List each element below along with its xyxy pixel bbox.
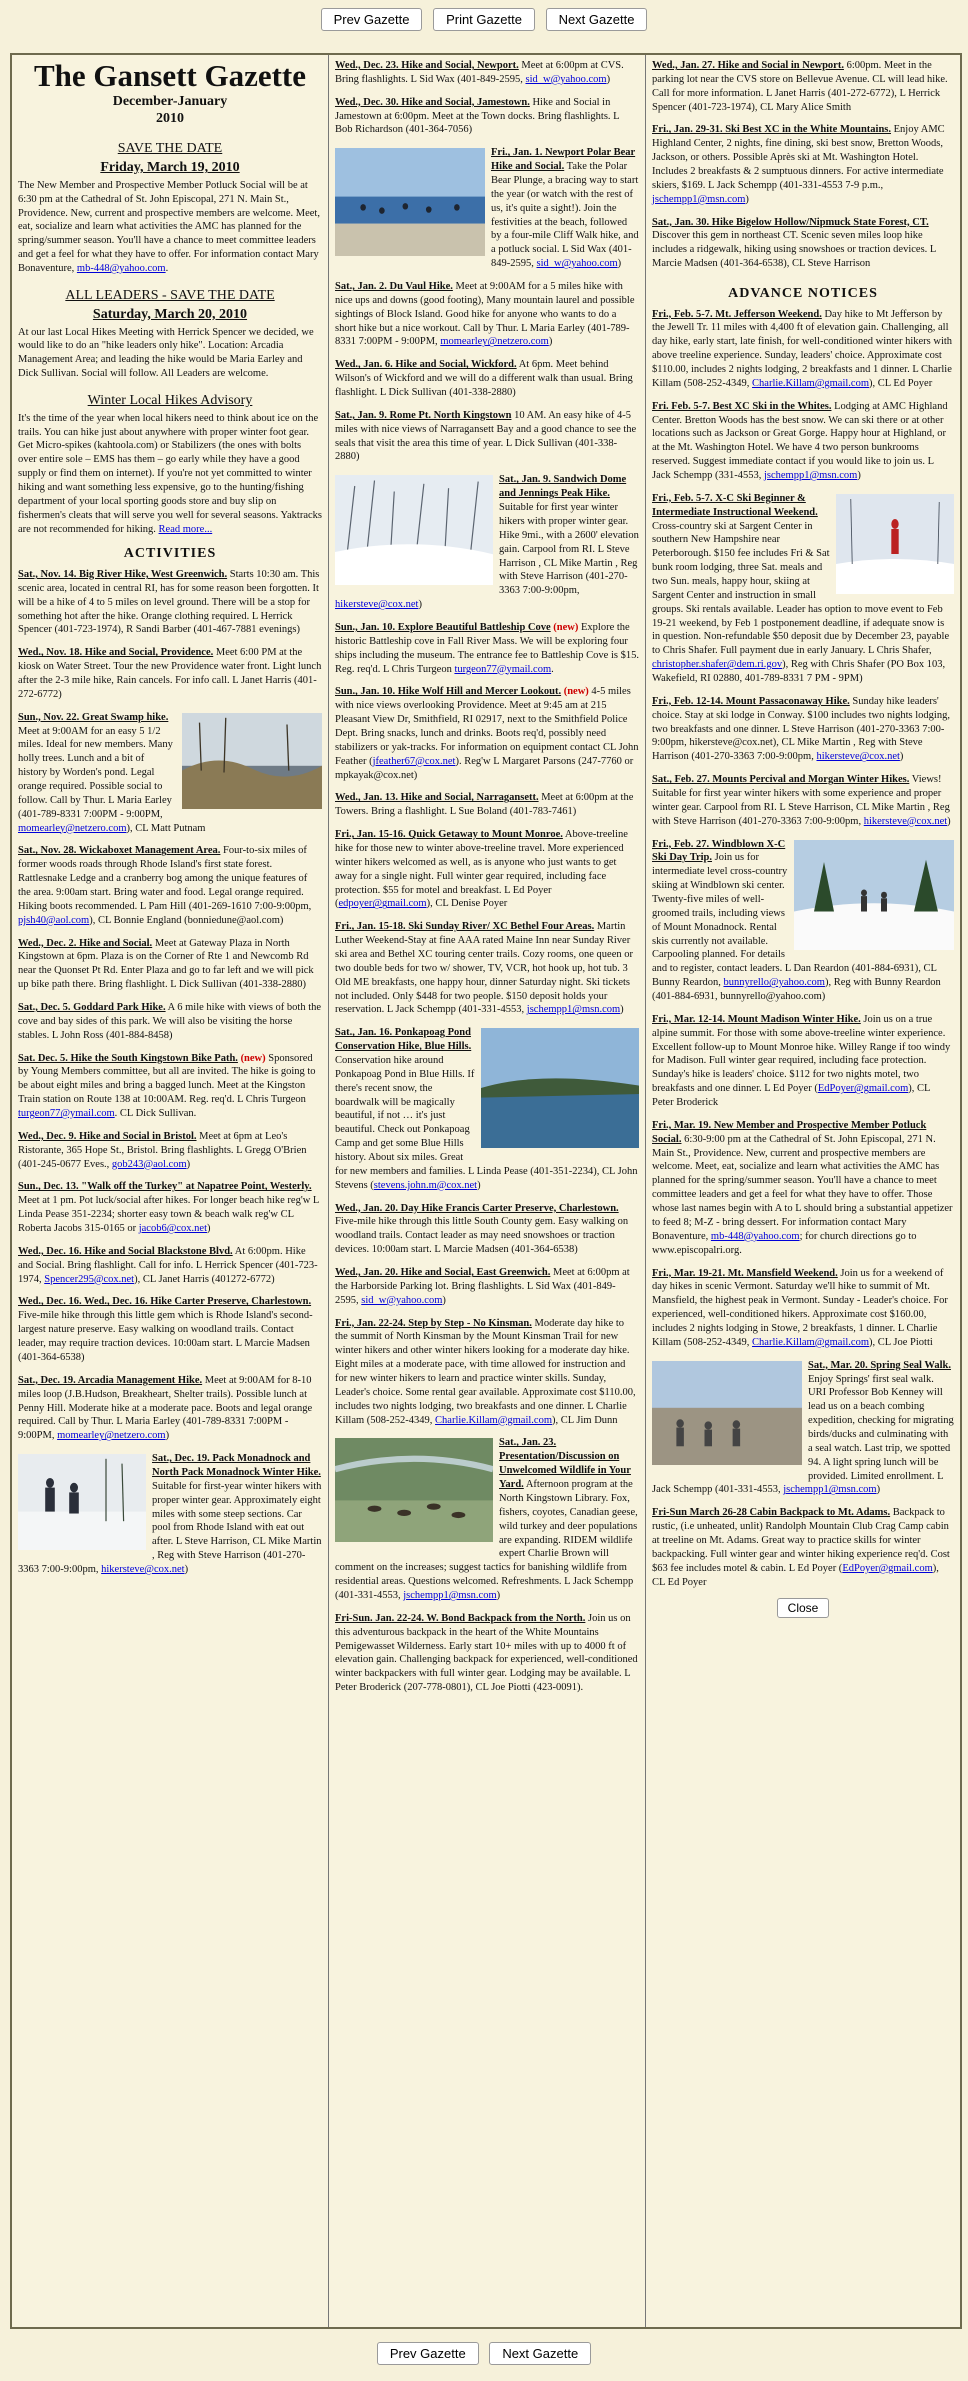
event-item [18, 1180, 322, 1235]
email-link[interactable]: momearley@netzero.com [440, 336, 549, 348]
event-heading: Sat., Dec. 19. Pack Monadnock and North Pack Monadnock Winter Hike. [152, 1453, 321, 1478]
event-item [652, 1119, 954, 1258]
event-heading: Fri., Jan. 15-18. Ski Sunday River/ XC Bethel Four Areas. [335, 921, 595, 933]
event-text-tail: ) [876, 1484, 881, 1496]
event-text-tail: ) [496, 1589, 501, 1601]
event-item [652, 1267, 954, 1350]
event-text: Meet at Gateway Plaza in North Kingstown at 6pm. Plaza is on the Corner of Rte 1 and Newcomb Rd near the Quonset Pt Rd. Enter Plaza and go to far left and we will pick up bike path there. Bring flashlight. L Dick Sullivan (401-338-2880) [18, 937, 314, 991]
event-item [335, 59, 639, 87]
email-link[interactable]: bunnyrello@yahoo.com [723, 977, 825, 989]
event-item [652, 216, 954, 271]
email-link[interactable]: edpoyer@gmail.com [338, 898, 427, 910]
email-link[interactable]: hikersteve@cox.net [863, 815, 948, 827]
event-text: Take the Polar Bear Plunge, a bracing way to start the year (or watch with the rest of us, it's quite a sight!). Join the festivities at the beach, followed by a four-mile Cliff Walk hike, and a potluck social. L Sid Wax (401-849-2595, [491, 161, 639, 270]
email-link[interactable]: mb-448@yahoo.com [76, 263, 166, 275]
event-photo [18, 1454, 146, 1555]
event-item [18, 937, 322, 992]
event-photo [335, 148, 485, 261]
event-text: Enjoy Springs' first seal walk. URI Professor Bob Kenney will lead us on a beach combing expedition, checking for migrating birds/ducks and culminating with a seal watch. Last trip, we spotted 94. A light spring lunch will be provided. Limited enrollment. L Jack Schempp (401-331-4553, [652, 1373, 954, 1496]
event-heading: Fri., Feb. 5-7. Mt. Jefferson Weekend. [652, 308, 822, 320]
event-heading: Fri., Jan. 29-31. Ski Best XC in the White Mountains. [652, 124, 891, 136]
event-item [335, 828, 639, 911]
event-text-tail: ), CL Matt Putnam [126, 822, 206, 834]
event-text-tail: ) [548, 336, 553, 348]
winter-advisory-heading: Winter Local Hikes Advisory [87, 392, 253, 408]
event-heading: Fri., Mar. 19. New Member and Prospective Member Potluck Social. [652, 1119, 927, 1145]
event-text-tail: ), Reg with Chris Shafer (PO Box 103, Wakefield, RI 02880, 401-789-8331 7 PM - 9PM) [652, 659, 946, 684]
event-heading: Fri., Feb. 27. Windblown X-C Ski Day Trip. [652, 838, 786, 864]
event-text: Moderate day hike to the summit of North Kinsman by the Mount Kinsman Trail for new winter hikers and other winter hikers looking for a moderate day hike. Eight miles at a moderate pace, with time allowed for instruction and for new winter hikers to learn and practice winter skills. Sunday, Leader's choice. Some rental gear available. Approximate cost $110.00, includes two nights lodging, two breakfasts and one dinner. L Charlie Killam (508-252-4349, [335, 1317, 636, 1426]
event-text: 6:30-9:00 pm at the Cathedral of St. John Episcopal, 271 N. Main St., Providence. New, current and prospective members are welcome. Meet, eat, socialize and learn what activities the AMC has planned for the spring/summer season. You'll have a chance to meet committee leaders and get a feel for what they have to offer. Those whose last names begin with A to L should bring a substantial appetizer to feed 8; M-Z - bring dessert. For information contact Mary Bonaventure, [652, 1133, 953, 1242]
event-heading: Sat., Nov. 14. Big River Hike, West Greenwich. [18, 568, 228, 580]
event-text-tail: ), CL Joe Piotti [869, 1336, 933, 1348]
email-link[interactable]: sid_w@yahoo.com [525, 73, 607, 85]
event-item [335, 409, 639, 464]
event-text: Meet at 6:00pm at CVS. Bring flashlights. L Sid Wax (401-849-2595, [335, 60, 624, 85]
event-photo [335, 475, 493, 590]
event-heading: Fri-Sun March 26-28 Cabin Backpack to Mt. Adams. [652, 1507, 891, 1519]
event-heading: Sat., Jan. 9. Sandwich Dome and Jennings Peak Hike. [499, 474, 627, 500]
event-text-tail: ) [418, 599, 422, 611]
next-gazette-button-bottom[interactable]: Next Gazette [489, 2342, 591, 2365]
event-item [335, 96, 639, 138]
event-text-tail: ) [857, 469, 861, 481]
activities-heading: ACTIVITIES [123, 546, 217, 562]
event-heading: Sat., Jan. 23. Presentation/Discussion on Unwelcomed Wildlife in Your Yard. [499, 1437, 631, 1491]
event-text: At 6:00pm. Hike and Social. Bring flashlight. Call for info. L Herrick Spencer (401-723-1974, [18, 1245, 318, 1285]
event-text-tail: ) [165, 1430, 170, 1442]
email-link[interactable]: hikersteve@cox.net [816, 751, 900, 763]
event-photo [836, 494, 954, 599]
event-heading: Wed., Jan. 20. Day Hike Francis Carter Preserve, Charlestown. [335, 1202, 619, 1214]
activities-list-end [652, 59, 954, 271]
event-text: Above-treeline hike for those new to winter above-treeline travel. More experienced winter hikers welcomed as well, as is anyone who just wants to get away for a single night. Full winter gear required, including face protection. $55 for motel and breakfast. L Ed Poyer ( [335, 829, 628, 910]
email-link[interactable]: christopher.shafer@dem.ri.gov [652, 659, 783, 671]
prev-gazette-button-bottom[interactable]: Prev Gazette [377, 2342, 479, 2365]
top-navigation [0, 8, 968, 31]
event-text: Backpack to rustic, (i.e unheated, unlit) Randolph Mountain Club Crag Camp cabin at treeline on Mt. Adams. Great way to practice skills for winter backpacking. Full winter gear and winter hiking experience req'd. Cost $63 fee includes motel & cabin. L Ed Poyer ( [652, 1507, 950, 1574]
newsletter-frame [10, 53, 962, 2329]
next-gazette-button[interactable]: Next Gazette [546, 8, 648, 31]
event-heading: Sat., Jan. 2. Du Vaul Hike. [335, 281, 453, 293]
event-text: Meet at 9:00AM for 8-10 miles loop (J.B.Hudson, Breakheart, Shelter trails). Possible lunch at Penny Hill. Moderate hike at a moderate pace. Boots and legal orange required. Call by Thur. L Maria Earley (401-789-8331 7:00PM - 9:00PM, [18, 1374, 313, 1442]
event-text: Join us on this adventurous backpack in the heart of the White Mountains Pemigewasset Wilderness. Early start 10+ miles with up to 4000 ft of elevation gain. Challenging backpack for experienced, well-conditioned winter backpackers with full winter gear. Lodging may be available. L Peter Broderick (207-778-0801), CL Joe Piotti (423-0091). [335, 1612, 638, 1694]
email-link[interactable]: jschempp1@msn.com [763, 469, 858, 481]
issue-months: December-January [112, 93, 228, 109]
event-text: 6:00pm. Meet in the parking lot near the CVS store on Bellevue Avenue. CL will lead hike. Call for more information. L Janet Harris (401-272-6772), L Herrick Spencer (401-723-1974), CL Mary Alice Smith [652, 60, 948, 113]
event-heading: Fri-Sun. Jan. 22-24. W. Bond Backpack from the North. [335, 1612, 586, 1624]
event-text: Discover this gem in northeast CT. Scenic seven miles loop hike includes a ridgewalk, hiking using snowshoes or traction devices. L Marcie Madsen (401-364-6538), CL Steve Harrison [652, 230, 936, 270]
event-item [18, 1245, 322, 1287]
event-text: Lodging at AMC Highland Center. Bretton Woods has the best snow. We can ski there or at other locations such as Jackson or Great Gorge. Happy hour at Highland, or at the Mt. Washington Hotel. We have 4 two person bunkrooms reserved. Suggest immediate contact if you would like to join us. L Jack Schempp (331-4553, [652, 400, 948, 481]
email-link[interactable]: mb-448@yahoo.com [710, 1230, 800, 1242]
event-item [335, 920, 639, 1017]
event-item [18, 1374, 322, 1443]
all-leaders-subheading: Saturday, March 20, 2010 [92, 306, 248, 322]
event-item [18, 1452, 322, 1577]
event-heading: Sat., Dec. 19. Arcadia Management Hike. [18, 1374, 203, 1386]
event-text: Meet at 9:00AM for a 5 miles hike with nice ups and downs (good footing), Many mountain laurel and possible sightings of Block Island. Good hike for anyone who wants to do a short hike but a nice workout. Call by Thur. L Maria Earley (401-789-8331 7:00PM - 9:00PM, [335, 281, 635, 348]
event-heading: Fri., Feb. 5-7. X-C Ski Beginner & Intermediate Instructional Weekend. [652, 492, 818, 518]
save-date-text: The New Member and Prospective Member Potluck Social will be at 6:30 pm at the Cathedral of St. John Episcopal, 271 N. Main St., Providence. New, current and prospective members are welcome. Meet, eat, socialize and learn what activities the AMC has planned for the spring/summer season. You'll have a chance to meet committee leaders and get a feel for what they have to offer. For information contact Mary Bonaventure, mb-448@yahoo.com. [18, 179, 320, 275]
event-item [652, 1506, 954, 1589]
close-button[interactable]: Close [777, 1598, 830, 1618]
event-item [18, 568, 322, 637]
event-heading: Wed., Jan. 6. Hike and Social, Wickford. [335, 359, 517, 371]
event-text: Explore the historic Battleship cove in Fall River Mass. We will be exploring four ships including the museum. The entrance fee to Battleship Cove is $15. Reg. req'd. L Chris Turgeon [335, 621, 639, 675]
event-text-tail: ) [442, 1294, 446, 1306]
print-gazette-button[interactable]: Print Gazette [433, 8, 535, 31]
event-heading: Wed., Dec. 23. Hike and Social, Newport. [335, 60, 519, 71]
event-item [335, 621, 639, 676]
event-heading: Wed., Dec. 9. Hike and Social in Bristol. [18, 1130, 197, 1142]
winter-advisory-text: It's the time of the year when local hikers need to think about ice on the trails. You can hike just about anywhere with proper winter foot gear. Get Micro-spikes (kahtoola.com) or Stabilizers (the ones with bolts over entire sole – EMS has them – go early while they have a good supply or find them on internet). If you're not yet committed to winter hiking and want something less expensive, go to the hunting/fishing department of your local sporting goods store and buy slip on fishermen's cleats that will serve you well for several seasons. Yaktracks are not recommended for hiking. Read more... [18, 412, 322, 535]
email-link[interactable]: jschempp1@msn.com [526, 1004, 621, 1016]
event-item [335, 358, 639, 400]
event-text: Suitable for first year winter hikers with proper winter gear. Hike 9mi., with a 2600' elevation gain. Carpool from RI. L Steve Harrison , CL Mike Martin , Reg with Steve Harrison (401-270-3363 7:00-9:00pm, [499, 502, 639, 597]
event-item [335, 1026, 639, 1192]
event-text: A 6 mile hike with views of both the cove and bay sides of this park. We will also be visiting the horse stables. L John Ross (401-884-8458) [18, 1002, 322, 1041]
event-text-tail: ; for church directions go to www.episcopalri.org. [652, 1230, 917, 1256]
email-link[interactable]: hikersteve@cox.net [335, 599, 419, 611]
event-heading: Sat., Mar. 20. Spring Seal Walk. [808, 1359, 951, 1371]
column-middle [329, 55, 646, 2327]
event-heading: Sat., Jan. 9. Rome Pt. North Kingstown [335, 409, 512, 421]
event-photo [182, 713, 322, 814]
event-item [652, 1013, 954, 1110]
event-item [18, 1295, 322, 1364]
event-photo [652, 1361, 802, 1470]
event-item [18, 711, 322, 836]
event-item [335, 280, 639, 349]
event-text-tail: ), CL Janet Harris (401272-6772) [134, 1273, 275, 1285]
event-heading: Wed., Jan. 13. Hike and Social, Narragansett. [335, 792, 539, 804]
event-text-tail: ), CL Ed Poyer [652, 1562, 939, 1588]
email-link[interactable]: turgeon77@ymail.com [454, 663, 552, 675]
event-text-tail: ) [947, 815, 951, 827]
email-link[interactable]: Charlie.Killam@gmail.com [752, 377, 870, 389]
event-text: Join us for intermediate level cross-country skiing at Windblown ski center. Twenty-five miles of well-groomed trails, including views of Mount Monadnock. Rental skis currently not available. Carpooling planned. For details and to register, contact leaders. L Dan Reardon (401-884-6931), CL Bunny Reardon, [652, 852, 937, 989]
event-item [18, 1052, 322, 1121]
event-heading: Wed., Dec. 16. Hike and Social Blackstone Blvd. [18, 1245, 233, 1257]
event-heading: Sun., Jan. 10. Explore Beautiful Battleship Cove [335, 621, 551, 633]
event-heading: Sat., Feb. 27. Mounts Percival and Morgan Winter Hikes. [652, 774, 910, 786]
event-text-tail: ), CL Peter Broderick [652, 1083, 931, 1109]
email-link[interactable]: sid_w@yahoo.com [536, 258, 618, 270]
email-link[interactable]: EdPoyer@gmail.com [817, 1083, 909, 1095]
read-more-link[interactable]: Read more... [158, 523, 213, 535]
email-link[interactable]: momearley@netzero.com [18, 822, 127, 834]
event-heading: Sat., Nov. 28. Wickaboxet Management Area. [18, 845, 221, 857]
event-item [335, 473, 639, 612]
event-text-tail: ) [186, 1158, 191, 1170]
event-text: At 6pm. Meet behind Wilson's of Wickford and we will do a different walk than usual. Bring flashlight. L Dick Sullivan (401-338-2880) [335, 359, 633, 399]
event-item [335, 1317, 639, 1428]
event-item [18, 646, 322, 701]
all-leaders-heading: ALL LEADERS - SAVE THE DATE [65, 287, 275, 303]
event-heading: Wed., Dec. 2. Hike and Social. [18, 937, 153, 949]
event-heading: Sun., Nov. 22. Great Swamp hike. [18, 711, 169, 723]
event-heading: Fri., Mar. 19-21. Mt. Mansfield Weekend. [652, 1267, 838, 1279]
event-text-tail: ). Reg'w L Margaret Parsons (247-7760 or mpkayak@cox.net) [335, 755, 634, 781]
event-heading: Wed., Dec. 16. Wed., Dec. 16. Hike Carter Preserve, Charlestown. [18, 1296, 312, 1308]
email-link[interactable]: jschempp1@msn.com [652, 193, 746, 205]
event-item [335, 146, 639, 271]
event-photo [794, 840, 954, 955]
event-text-tail: ) [606, 73, 611, 85]
event-text: Meet at 6:00pm at the Towers. Bring a flashlight. L Sue Boland (401-783-7461) [335, 792, 634, 818]
event-text-tail: ) [207, 1223, 211, 1235]
event-heading: Wed., Nov. 18. Hike and Social, Providence. [18, 647, 214, 659]
email-link[interactable]: jschempp1@msn.com [783, 1484, 877, 1496]
event-item [652, 492, 954, 686]
event-heading: Fri., Mar. 12-14. Mount Madison Winter Hike. [652, 1013, 861, 1025]
email-link[interactable]: turgeon77@ymail.com [18, 1108, 115, 1120]
event-text: Meet 6:00 PM at the kiosk on Water Street. Tour the new Providence water front. Light lunch after the 2-3 mile hike, Rain cancels. For info call. L Janet Harris (401-272-6772) [18, 647, 322, 700]
event-text-tail: ), CL Ed Poyer [869, 377, 933, 389]
event-item [335, 685, 639, 782]
event-heading: Sat., Jan. 16. Ponkapoag Pond Conservation Hike, Blue Hills. [335, 1027, 472, 1053]
event-text-tail: ) [477, 1179, 481, 1191]
event-heading: Wed., Jan. 20. Hike and Social, East Greenwich. [335, 1267, 551, 1279]
activities-list-continued [335, 59, 639, 1695]
activities-list [18, 568, 322, 1577]
email-link[interactable]: Charlie.Killam@gmail.com [752, 1336, 870, 1348]
event-text: Cross-country ski at Sargent Center in southern New Hampshire near Peterborough. $150 fee includes Fri & Sat bunk room lodging, three Sat. meals and two Sun. meals, happy hour, skiing at Sargent Center and instruction in small groups. Ski rentals available. Leader has option to move event to Feb 19-21 weekend, by Feb 1 postponement deadline, if adequate snow is in question. Non-refundable $50 deposit due by December 23, payable to Chris Shafer. Full payment due in early January. L Chris Shafer, [652, 520, 950, 657]
event-text: Meet at 1 pm. Pot luck/social after hikes. For longer beach hike reg'w L Linda Pease 351-2234; shorter easy town & beach walk reg'w CL Roberta Jacobs 315-0165 or [18, 1195, 319, 1235]
new-badge: (new) [550, 621, 579, 633]
event-item [652, 308, 954, 391]
event-text: Enjoy AMC Highland Center, 2 nights, fine dining, ski best snow, Bretton Woods, Jackson, or others. Possible Après ski at Mt. Washington Hotel. Includes 2 breakfasts & 2 sumptuous dinners. For active intermediate skiers, $169. L Jack Schempp (401-331-4553 7-9 p.m., [652, 124, 945, 191]
event-text: Afternoon program at the North Kingstown Library. Fox, fishers, coyotes, Canadian geese, wild turkey and deer populations are expanding. RIDEM wildlife expert Charlie Brown will comment on the increases; suggest tactics for banishing wildlife from residential areas. Questions welcomed. Refreshments. L Jack Schempp (401-331-4553, [335, 1479, 638, 1601]
event-item [18, 844, 322, 927]
event-item [652, 400, 954, 483]
event-photo [481, 1028, 639, 1153]
prev-gazette-button[interactable]: Prev Gazette [321, 8, 423, 31]
event-text: Day hike to Mt Jefferson by the Jewell Tr. 11 miles with 4,400 ft of elevation gain. Challenging, all day hike, early start, late finish, for well-conditioned winter hikers with above treeline experience. Sunday, leaders' choice. Approximate cost $110.00, includes 2 nights lodging, 2 breakfasts and 1 dinner. L Charlie Killam (508-252-4349, [652, 308, 953, 389]
event-heading: Sat. Dec. 5. Hike the South Kingstown Bike Path. [18, 1052, 238, 1064]
event-item [335, 1266, 639, 1308]
event-item [652, 773, 954, 828]
save-date-subheading: Friday, March 19, 2010 [100, 160, 240, 176]
event-text: Sponsored by Young Members committee, but all are invited. The hike is going to be about eight miles and bring a bagged lunch. Meet at the Kingston Train station on Route 138 at 10:00AM. Reg. req'd. L Chris Turgeon [18, 1052, 316, 1106]
newsletter-title: The Gansett Gazette [33, 58, 307, 93]
event-text: Views! Suitable for first year winter hikers with some experience and proper winter gear. Carpool from RI. L Steve Harrison, CL Mike Martin , Reg with Steve Harrison (401-270-3363 7:00-9:00pm, [652, 774, 950, 827]
email-link[interactable]: Charlie.Killam@gmail.com [435, 1414, 553, 1426]
event-heading: Sun., Dec. 13. "Walk off the Turkey" at Napatree Point, Westerly. [18, 1181, 312, 1193]
event-heading: Wed., Dec. 30. Hike and Social, Jamestown. [335, 96, 530, 108]
issue-year: 2010 [156, 110, 184, 126]
event-text-tail: ) [617, 258, 622, 270]
event-text: Five-mile hike through this little South County gem. Easy walking on woodland trails. Contact leader as may need snowshoes or traction devices. 10:00am start. L Marcie Madsen (401-364-6538) [335, 1216, 629, 1256]
event-heading: Fri., Feb. 12-14. Mount Passaconaway Hike. [652, 695, 850, 707]
event-text: Martin Luther Weekend-Stay at fine AAA rated Maine Inn near Sunday River ski area and Bethel XC touring center trails. Cozy rooms, one queen or two double beds for two w/ shower, TV, VCR, hot hook up, hot tub. 3 Old ME breakfasts, one happy hour, dinner Saturday night. Ski tickets not included. Only $448 for two people. $150 deposit holds your reservation. L Jack Schempp (401-331-4553, [335, 921, 633, 1016]
event-text: Meet at 9:00AM for an easy 5 1/2 miles. Ideal for new members. Many holly trees. Lunch and a bit of history by Worden's pond. Legal orange required. Possible social to follow. Call by Thur. L Maria Earley (401-789-8331 7:00PM - 9:00PM, [18, 725, 173, 820]
event-text-tail: . CL Dick Sullivan. [114, 1108, 197, 1120]
email-link[interactable]: pjsh40@aol.com [18, 914, 90, 926]
event-text-tail: ) [745, 193, 749, 205]
email-link[interactable]: jschempp1@msn.com [403, 1589, 497, 1601]
advance-notices-list [652, 308, 954, 1590]
event-text: Suitable for first-year winter hikers with proper winter gear. Approximately eight miles with some steep sections. Car pool from Rhode Island with eat out after. L Steve Harrison, CL Mike Martin , Reg with Steve Harrison (401-270-3363 7:00-9:00pm, [18, 1480, 322, 1575]
email-link[interactable]: gob243@aol.com [111, 1158, 187, 1170]
event-text-tail: ), CL Denise Poyer [426, 898, 508, 910]
event-text: Sunday hike leaders' choice. Stay at ski lodge in Conway. $100 includes two nights lodging, two breakfasts and one dinner. L Steve Harrison (401-270-3363 7:00-9:00pm, hikersteve@cox.net), CL Mike Martin , Reg with Steve Harrison (401-270-3363 7:00-9:00pm, [652, 695, 950, 763]
event-item [335, 1612, 639, 1695]
save-date-heading: SAVE THE DATE [117, 141, 223, 157]
event-text: Hike and Social in Jamestown at 6:00pm. Meet at the Town docks. Bring flashlights. L Bob Richardson (401-364-7056) [335, 96, 620, 136]
event-photo [335, 1438, 493, 1547]
new-badge: (new) [237, 1052, 266, 1064]
email-link[interactable]: stevens.john.m@cox.net [373, 1179, 478, 1191]
event-item [18, 1001, 322, 1043]
event-text: 10 AM. An easy hike of 4-5 miles with nice views of Narragansett Bay and a good chance to see the seals that visit the area this time of year. L Dick Sullivan (401-338-2880) [335, 409, 637, 463]
event-text: 4-5 miles with nice views overlooking Providence. Meet at 9:45 am at 215 Pleasant View Dr, Smithfield, RI 02917, next to the Smithfield Police Dept. Bring snacks, lunch and drinks. Boots req'd, possibly need stabilizers or yak-tracks. For information on equipment contact CL John Feather ( [335, 686, 639, 767]
event-item [335, 1436, 639, 1602]
event-text-tail: ) [620, 1004, 624, 1016]
email-link[interactable]: EdPoyer@gmail.com [842, 1562, 933, 1574]
event-item [652, 838, 954, 1004]
event-text: Five-mile hike through this little gem which is Rhode Island's second-largest nature preserve. Easy walking on woodland trails. Contact leader, may require traction devices. 10:00am start. L Marcie Madsen (401-364-6538) [18, 1310, 313, 1363]
email-link[interactable]: Spencer295@cox.net [44, 1273, 135, 1285]
event-item [335, 1202, 639, 1257]
event-heading: Fri., Jan. 22-24. Step by Step - No Kinsman. [335, 1317, 532, 1329]
event-heading: Sun., Jan. 10. Hike Wolf Hill and Mercer Lookout. [335, 686, 562, 698]
event-item [335, 791, 639, 819]
column-right [646, 55, 960, 2327]
bottom-navigation [0, 2342, 968, 2365]
event-item [652, 1359, 954, 1498]
event-heading: Wed., Jan. 27. Hike and Social in Newport. [652, 60, 844, 71]
event-text-tail: ) [899, 751, 904, 763]
event-text-tail: ), Reg with Bunny Reardon (401-884-6931, bunnyrello@yahoo.com) [652, 977, 941, 1003]
all-leaders-text: At our last Local Hikes Meeting with Herrick Spencer we decided, we would like to do an "hike leaders only hike". Location: Arcadia Management Area; and leading the hike would be Maria Earley and Dick Sullivan. Social will follow. All Leaders are welcome. [18, 326, 314, 380]
event-text-tail: ) [184, 1563, 189, 1575]
email-link[interactable]: hikersteve@cox.net [101, 1563, 185, 1575]
event-text: Four-to-six miles of former woods roads through Rhode Island's first state forest. Rattlesnake Ledge and a cranberry bog among the unique features of the area. 9:00am start. Bring water and food. Legal orange required. Hiking boots recommended. L Pam Hill (401-269-1610 7:00-9:00pm, [18, 845, 312, 912]
advance-notices-heading: ADVANCE NOTICES [728, 286, 878, 302]
event-heading: Sat., Jan. 30. Hike Bigelow Hollow/Nipmuck State Forest, CT. [652, 216, 929, 228]
event-heading: Fri. Feb. 5-7. Best XC Ski in the Whites. [652, 400, 832, 412]
event-item [18, 1130, 322, 1172]
event-text-tail: . [551, 663, 554, 675]
event-text-tail: ), CL Bonnie England (bonniedune@aol.com) [89, 914, 284, 926]
event-text: Meet at 6pm at Leo's Ristorante, 365 Hope St., Bristol. Bring flashlights. L Gregg O'Brien (401-245-0677 Eves., [18, 1130, 307, 1170]
event-text-tail: ), CL Jim Dunn [552, 1414, 618, 1426]
event-item [652, 59, 954, 114]
new-badge: (new) [561, 686, 589, 698]
event-text: Meet at 6:00pm at the Harborside Parking lot. Bring flashlights. L Sid Wax (401-849-2595, [335, 1267, 630, 1306]
event-heading: Sat., Dec. 5. Goddard Park Hike. [18, 1002, 166, 1014]
event-text: Join us for a weekend of day hikes in scenic Vermont. Saturday we'll hike to summit of Mt. Mansfield, the highest peak in Vermont. Sunday - Leader's choice. For experienced, well-conditioned hikers. Approximate cost $160.00, includes 2 nights lodging in Stowe, 2 breakfasts, 1 dinner. L Charlie Killam (508-252-4349, [652, 1267, 948, 1348]
event-item [652, 695, 954, 764]
email-link[interactable]: sid_w@yahoo.com [361, 1294, 443, 1306]
event-text: Starts 10:30 am. This scenic area, located in central RI, has for some reason been forgotten. It will be a hike of 4 to 5 miles on level ground. There will be a stop for something hot after the hike. Orange clothing required. L Herrick Spencer (401-723-1974), R Sandi Barber (401-467-7881 evenings) [18, 568, 320, 636]
event-text: Join us on a true alpine summit. For those with some above-treeline winter experience. Excellent follow-up to Mount Monroe hike. Willey Range if too windy for Madison. Full winter gear required, including face protection. Sunday's hike is leaders' choice. $112 for two nights motel, two breakfasts and one dinner. L Ed Poyer ( [652, 1013, 951, 1095]
event-text: Conservation hike around Ponkapoag Pond in Blue Hills. If there's recent snow, the boardwalk will be magically beautiful, if not … it's just beautiful. Check out Ponkapoag Camp and get some Blue Hills history. About six miles. Great for new members and families. L Linda Pease (401-351-2234), CL John Stevens ( [335, 1055, 638, 1191]
email-link[interactable]: jfeather67@cox.net [372, 755, 456, 767]
event-heading: Fri., Jan. 1. Newport Polar Bear Hike and Social. [491, 147, 636, 173]
event-item [652, 123, 954, 206]
email-link[interactable]: jacob6@cox.net [138, 1223, 208, 1235]
event-heading: Fri., Jan. 15-16. Quick Getaway to Mount Monroe. [335, 829, 563, 841]
email-link[interactable]: momearley@netzero.com [57, 1430, 166, 1442]
column-left [12, 55, 329, 2327]
